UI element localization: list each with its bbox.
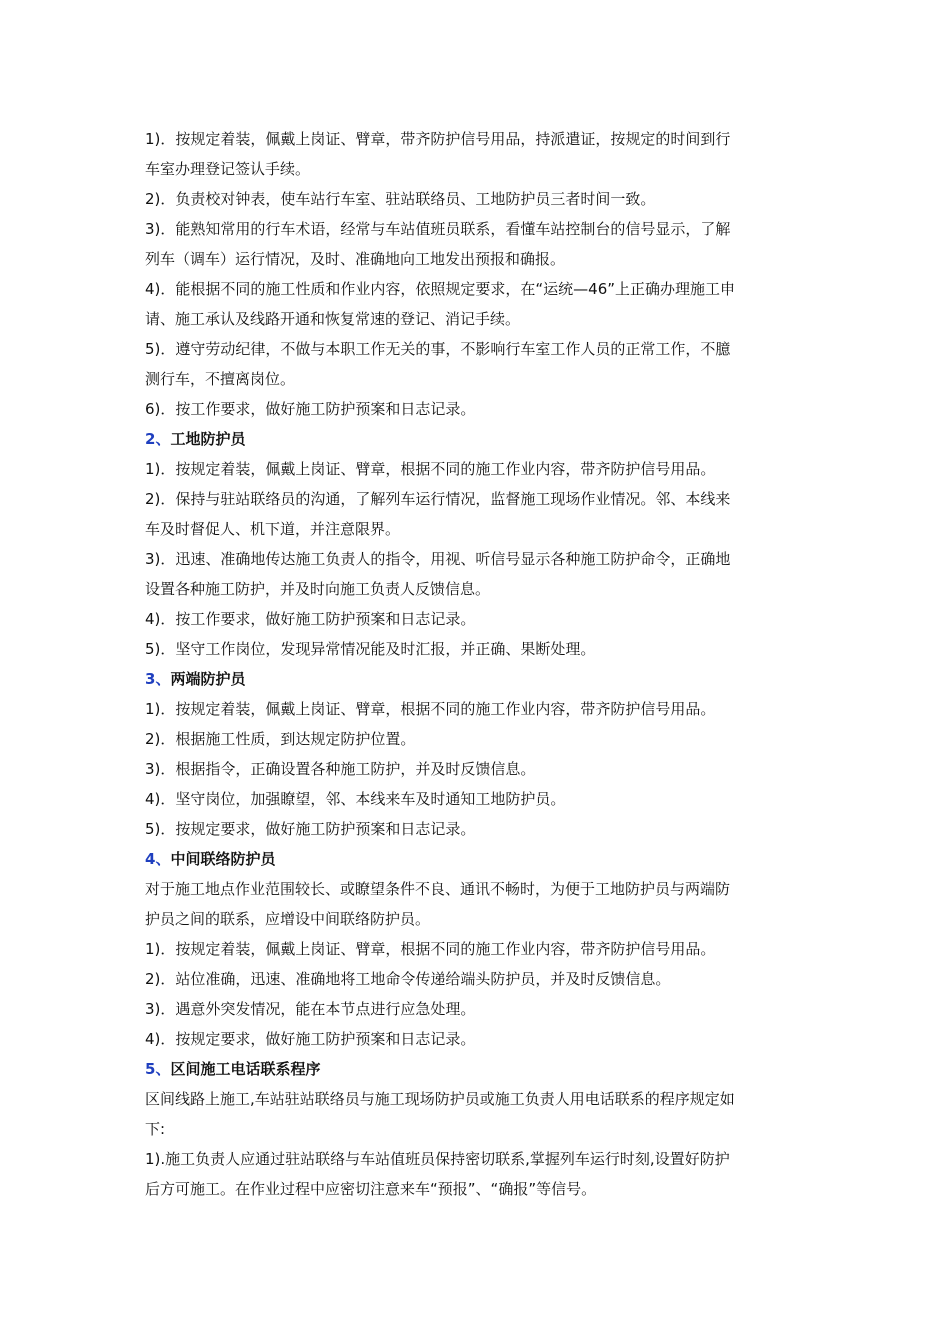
section-separator: 、 xyxy=(155,670,171,688)
text-line: 护员之间的联系，应增设中间联络防护员。 xyxy=(145,910,431,928)
text-line: 1)．按规定着装，佩戴上岗证、臂章，根据不同的施工作业内容，带齐防护信号用品。 xyxy=(145,460,716,478)
text-line: 4)．能根据不同的施工性质和作业内容，依照规定要求，在“运统—46”上正确办理施工申 xyxy=(145,280,736,298)
text-line: 5)．按规定要求，做好施工防护预案和日志记录。 xyxy=(145,820,476,838)
text-line: 区间线路上施工,车站驻站联络员与施工现场防护员或施工负责人用电话联系的程序规定如 xyxy=(145,1090,735,1108)
text-line: 2)．保持与驻站联络员的沟通，了解列车运行情况，监督施工现场作业情况。邻、本线来 xyxy=(145,490,731,508)
text-line: 1)．按规定着装，佩戴上岗证、臂章，根据不同的施工作业内容，带齐防护信号用品。 xyxy=(145,940,716,958)
text-line: 4)．按工作要求，做好施工防护预案和日志记录。 xyxy=(145,610,476,628)
section-title: 两端防护员 xyxy=(170,670,246,688)
text-line: 3)．遇意外突发情况，能在本节点进行应急处理。 xyxy=(145,1000,476,1018)
text-line: 2)．站位准确，迅速、准确地将工地命令传递给端头防护员，并及时反馈信息。 xyxy=(145,970,671,988)
text-line: 5)．遵守劳动纪律，不做与本职工作无关的事，不影响行车室工作人员的正常工作，不臆 xyxy=(145,340,731,358)
section-number: 4 xyxy=(145,850,156,868)
text-line: 请、施工承认及线路开通和恢复常速的登记、消记手续。 xyxy=(145,310,521,328)
text-line: 5)．坚守工作岗位，发现异常情况能及时汇报，并正确、果断处理。 xyxy=(145,640,596,658)
document-page xyxy=(145,124,805,1204)
section-heading-site-guard xyxy=(145,424,805,454)
text-line: 车及时督促人、机下道，并注意限界。 xyxy=(145,520,401,538)
text-line: 后方可施工。在作业过程中应密切注意来车“预报”、“确报”等信号。 xyxy=(145,1180,597,1198)
section-heading-middle-liaison xyxy=(145,844,805,874)
section-number: 5 xyxy=(145,1060,156,1078)
text-line: 6)．按工作要求，做好施工防护预案和日志记录。 xyxy=(145,400,476,418)
text-line: 4)．坚守岗位，加强瞭望，邻、本线来车及时通知工地防护员。 xyxy=(145,790,566,808)
section-number: 3 xyxy=(145,670,156,688)
text-line: 1)．按规定着装，佩戴上岗证、臂章，带齐防护信号用品，持派遣证，按规定的时间到行 xyxy=(145,130,731,148)
section-number: 2 xyxy=(145,430,156,448)
text-line: 下: xyxy=(145,1120,166,1138)
section-separator: 、 xyxy=(155,430,171,448)
text-line: 对于施工地点作业范围较长、或瞭望条件不良、通讯不畅时，为便于工地防护员与两端防 xyxy=(145,880,731,898)
section-title: 区间施工电话联系程序 xyxy=(170,1060,321,1078)
text-line: 3)．迅速、准确地传达施工负责人的指令，用视、听信号显示各种施工防护命令，正确地 xyxy=(145,550,731,568)
section-heading-end-guard xyxy=(145,664,805,694)
text-line: 测行车，不擅离岗位。 xyxy=(145,370,296,388)
text-line: 1)．按规定着装，佩戴上岗证、臂章，根据不同的施工作业内容，带齐防护信号用品。 xyxy=(145,700,716,718)
text-line: 2)．根据施工性质，到达规定防护位置。 xyxy=(145,730,416,748)
text-line: 2)．负责校对钟表，使车站行车室、驻站联络员、工地防护员三者时间一致。 xyxy=(145,190,656,208)
section-separator: 、 xyxy=(155,1060,171,1078)
text-line: 列车（调车）运行情况，及时、准确地向工地发出预报和确报。 xyxy=(145,250,566,268)
section-title: 中间联络防护员 xyxy=(170,850,276,868)
section-heading-phone-procedure xyxy=(145,1054,805,1084)
section-separator: 、 xyxy=(155,850,171,868)
text-line: 设置各种施工防护，并及时向施工负责人反馈信息。 xyxy=(145,580,491,598)
text-line: 3)．能熟知常用的行车术语，经常与车站值班员联系，看懂车站控制台的信号显示，了解 xyxy=(145,220,731,238)
text-line: 3)．根据指令，正确设置各种施工防护，并及时反馈信息。 xyxy=(145,760,536,778)
section-title: 工地防护员 xyxy=(170,430,246,448)
text-line: 车室办理登记签认手续。 xyxy=(145,160,311,178)
text-line: 1).施工负责人应通过驻站联络与车站值班员保持密切联系,掌握列车运行时刻,设置好防护 xyxy=(145,1150,730,1168)
text-line: 4)．按规定要求，做好施工防护预案和日志记录。 xyxy=(145,1030,476,1048)
